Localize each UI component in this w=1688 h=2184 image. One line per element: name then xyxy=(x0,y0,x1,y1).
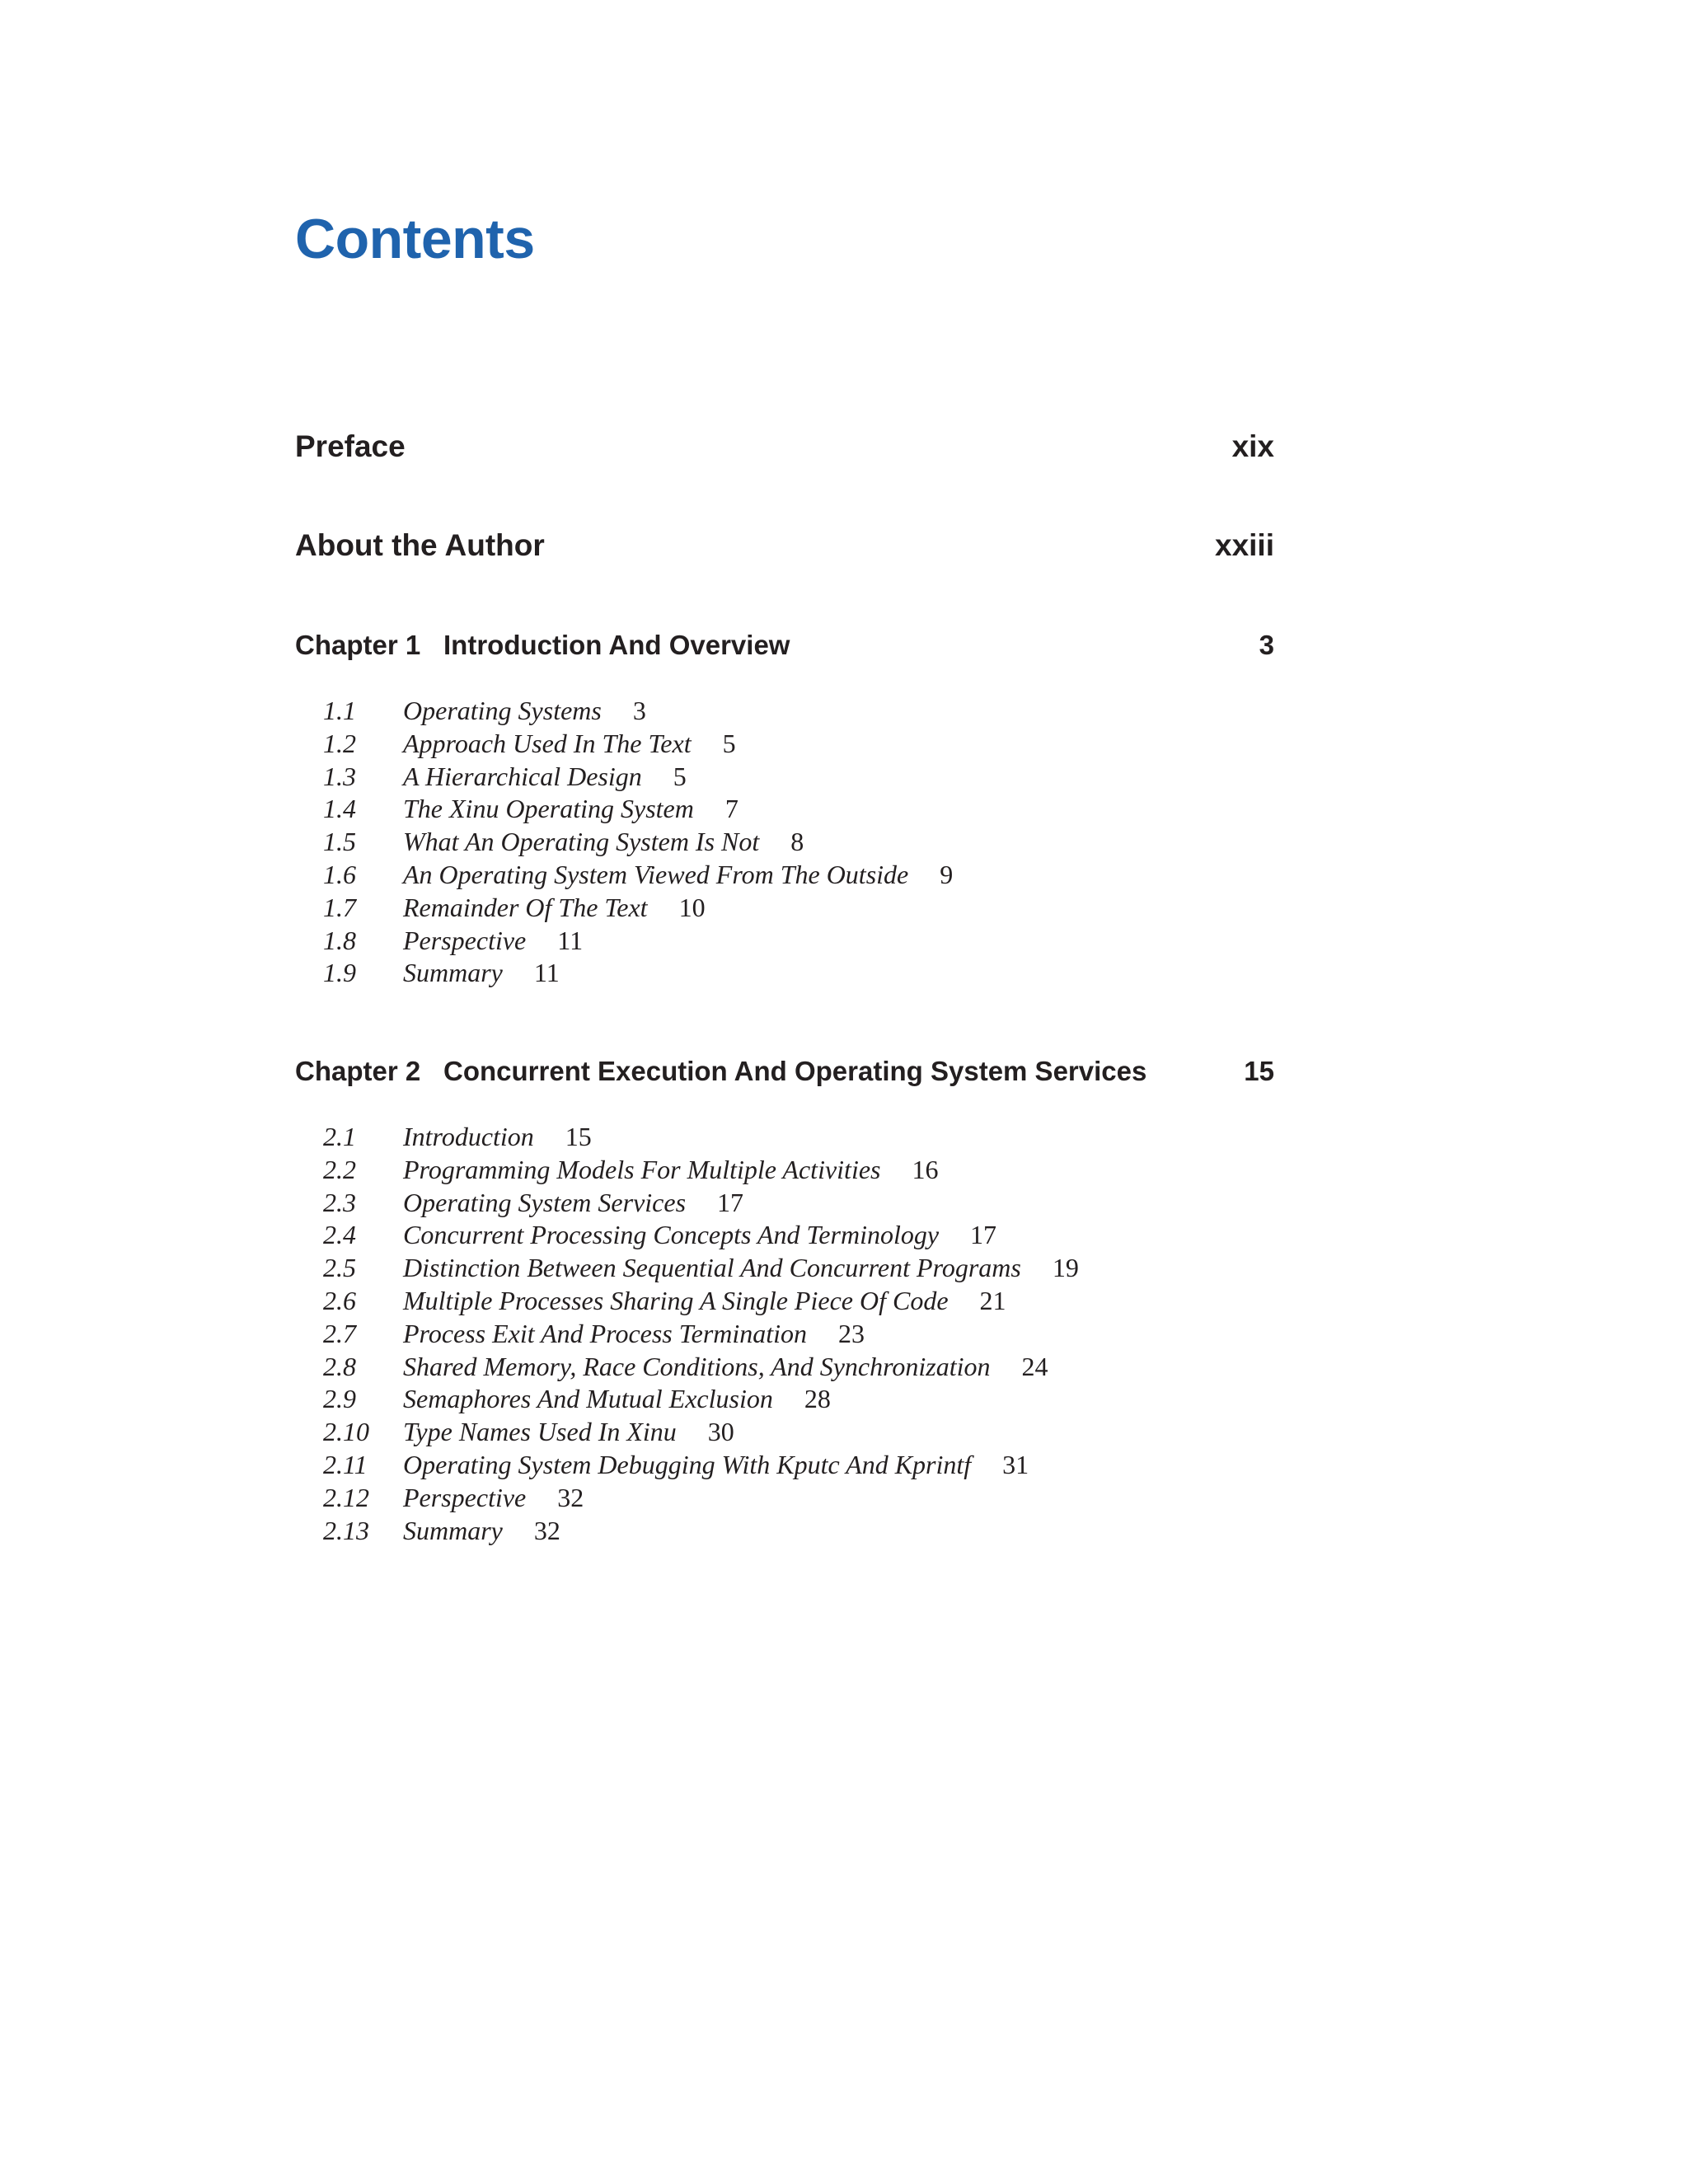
section-entry[interactable] xyxy=(323,925,953,958)
section-entry[interactable] xyxy=(323,793,953,826)
chapter-number: Chapter 1 xyxy=(295,630,421,660)
section-page: 15 xyxy=(565,1122,592,1151)
chapter-number: Chapter 2 xyxy=(295,1056,421,1086)
chapter-2-sections xyxy=(323,1121,1079,1547)
section-title: Approach Used In The Text xyxy=(403,728,692,758)
section-entry[interactable] xyxy=(323,1285,1079,1318)
section-entry[interactable] xyxy=(323,957,953,990)
section-number: 2.1 xyxy=(323,1122,356,1151)
section-title: Operating System Services xyxy=(403,1187,687,1217)
section-entry[interactable] xyxy=(323,1351,1079,1384)
section-number: 2.11 xyxy=(323,1449,368,1479)
section-page: 28 xyxy=(804,1384,831,1414)
section-title: Summary xyxy=(403,1515,503,1545)
section-number: 2.3 xyxy=(323,1187,356,1217)
section-title: Type Names Used In Xinu xyxy=(403,1417,677,1447)
section-entry[interactable] xyxy=(323,892,953,925)
section-title: Multiple Processes Sharing A Single Piece Of Code xyxy=(403,1285,949,1315)
section-title: Perspective xyxy=(403,925,527,955)
toc-entry-about-the-author[interactable] xyxy=(295,527,1274,564)
section-entry[interactable] xyxy=(323,1416,1079,1449)
section-number: 2.13 xyxy=(323,1515,369,1545)
section-page: 11 xyxy=(557,925,584,955)
section-page: 17 xyxy=(970,1220,997,1250)
section-page: 32 xyxy=(557,1482,584,1512)
section-entry[interactable] xyxy=(323,826,953,859)
section-entry[interactable] xyxy=(323,695,953,728)
chapter-heading-text xyxy=(295,1055,1146,1088)
section-number: 1.3 xyxy=(323,761,356,791)
section-number: 1.2 xyxy=(323,728,356,758)
section-entry[interactable] xyxy=(323,1154,1079,1187)
section-title: Shared Memory, Race Conditions, And Synchronization xyxy=(403,1351,991,1381)
section-page: 23 xyxy=(838,1318,865,1348)
section-entry[interactable] xyxy=(323,1187,1079,1220)
section-entry[interactable] xyxy=(323,1121,1079,1154)
section-page: 31 xyxy=(1002,1449,1029,1479)
section-number: 2.12 xyxy=(323,1482,369,1512)
section-title: The Xinu Operating System xyxy=(403,794,694,824)
section-entry[interactable] xyxy=(323,728,953,761)
section-number: 1.8 xyxy=(323,925,356,955)
chapter-page: 15 xyxy=(1244,1056,1274,1086)
chapter-title: Introduction And Overview xyxy=(443,630,790,660)
page-title: Contents xyxy=(295,208,535,270)
section-entry[interactable] xyxy=(323,1252,1079,1285)
section-page: 17 xyxy=(717,1187,744,1217)
section-title: Perspective xyxy=(403,1482,527,1512)
entry-label: About the Author xyxy=(295,528,545,562)
section-page: 7 xyxy=(724,794,738,824)
section-number: 1.7 xyxy=(323,892,356,922)
section-number: 2.8 xyxy=(323,1351,356,1381)
section-title: A Hierarchical Design xyxy=(403,761,642,791)
section-number: 1.5 xyxy=(323,827,356,857)
section-entry[interactable] xyxy=(323,859,953,892)
section-page: 10 xyxy=(678,892,706,922)
section-page: 5 xyxy=(673,761,687,791)
section-entry[interactable] xyxy=(323,1318,1079,1351)
section-entry[interactable] xyxy=(323,761,953,794)
section-page: 11 xyxy=(533,958,560,988)
section-entry[interactable] xyxy=(323,1449,1079,1482)
section-title: Operating System Debugging With Kputc And Kprintf xyxy=(403,1449,972,1479)
entry-page: xix xyxy=(1231,429,1274,463)
chapter-heading-text xyxy=(295,629,790,662)
section-title: Remainder Of The Text xyxy=(403,892,648,922)
section-title: Operating Systems xyxy=(403,696,602,725)
section-title: An Operating System Viewed From The Outside xyxy=(403,859,909,889)
entry-label: Preface xyxy=(295,429,406,463)
section-page: 9 xyxy=(940,859,954,889)
section-number: 1.9 xyxy=(323,958,356,988)
section-number: 1.1 xyxy=(323,696,356,725)
section-title: Programming Models For Multiple Activities xyxy=(403,1154,881,1184)
section-entry[interactable] xyxy=(323,1219,1079,1252)
entry-page: xxiii xyxy=(1215,528,1274,562)
chapter-page: 3 xyxy=(1259,630,1274,660)
section-number: 1.6 xyxy=(323,859,356,889)
section-entry[interactable] xyxy=(323,1383,1079,1416)
section-page: 32 xyxy=(533,1515,560,1545)
section-page: 8 xyxy=(790,827,804,857)
section-number: 2.10 xyxy=(323,1417,369,1447)
chapter-title: Concurrent Execution And Operating System Services xyxy=(443,1056,1147,1086)
section-title: Semaphores And Mutual Exclusion xyxy=(403,1384,773,1414)
section-page: 16 xyxy=(912,1154,939,1184)
chapter-2-heading[interactable] xyxy=(295,1055,1274,1088)
section-number: 2.6 xyxy=(323,1285,356,1315)
chapter-1-heading[interactable] xyxy=(295,629,1274,662)
section-number: 1.4 xyxy=(323,794,356,824)
section-page: 19 xyxy=(1052,1253,1079,1283)
section-number: 2.2 xyxy=(323,1154,356,1184)
section-title: Introduction xyxy=(403,1122,534,1151)
section-page: 5 xyxy=(722,728,736,758)
chapter-1-sections xyxy=(323,695,953,990)
section-title: Distinction Between Sequential And Concurrent Programs xyxy=(403,1253,1021,1283)
section-page: 30 xyxy=(707,1417,734,1447)
section-title: What An Operating System Is Not xyxy=(403,827,760,857)
section-page: 24 xyxy=(1021,1351,1048,1381)
section-number: 2.9 xyxy=(323,1384,356,1414)
section-number: 2.4 xyxy=(323,1220,356,1250)
toc-entry-preface[interactable] xyxy=(295,429,1274,465)
section-title: Summary xyxy=(403,958,503,988)
section-number: 2.5 xyxy=(323,1253,356,1283)
section-entry[interactable] xyxy=(323,1482,1079,1515)
section-number: 2.7 xyxy=(323,1318,356,1348)
section-entry[interactable] xyxy=(323,1515,1079,1548)
section-page: 21 xyxy=(979,1285,1006,1315)
section-title: Concurrent Processing Concepts And Terminology xyxy=(403,1220,940,1250)
section-title: Process Exit And Process Termination xyxy=(403,1318,808,1348)
section-page: 3 xyxy=(632,696,646,725)
